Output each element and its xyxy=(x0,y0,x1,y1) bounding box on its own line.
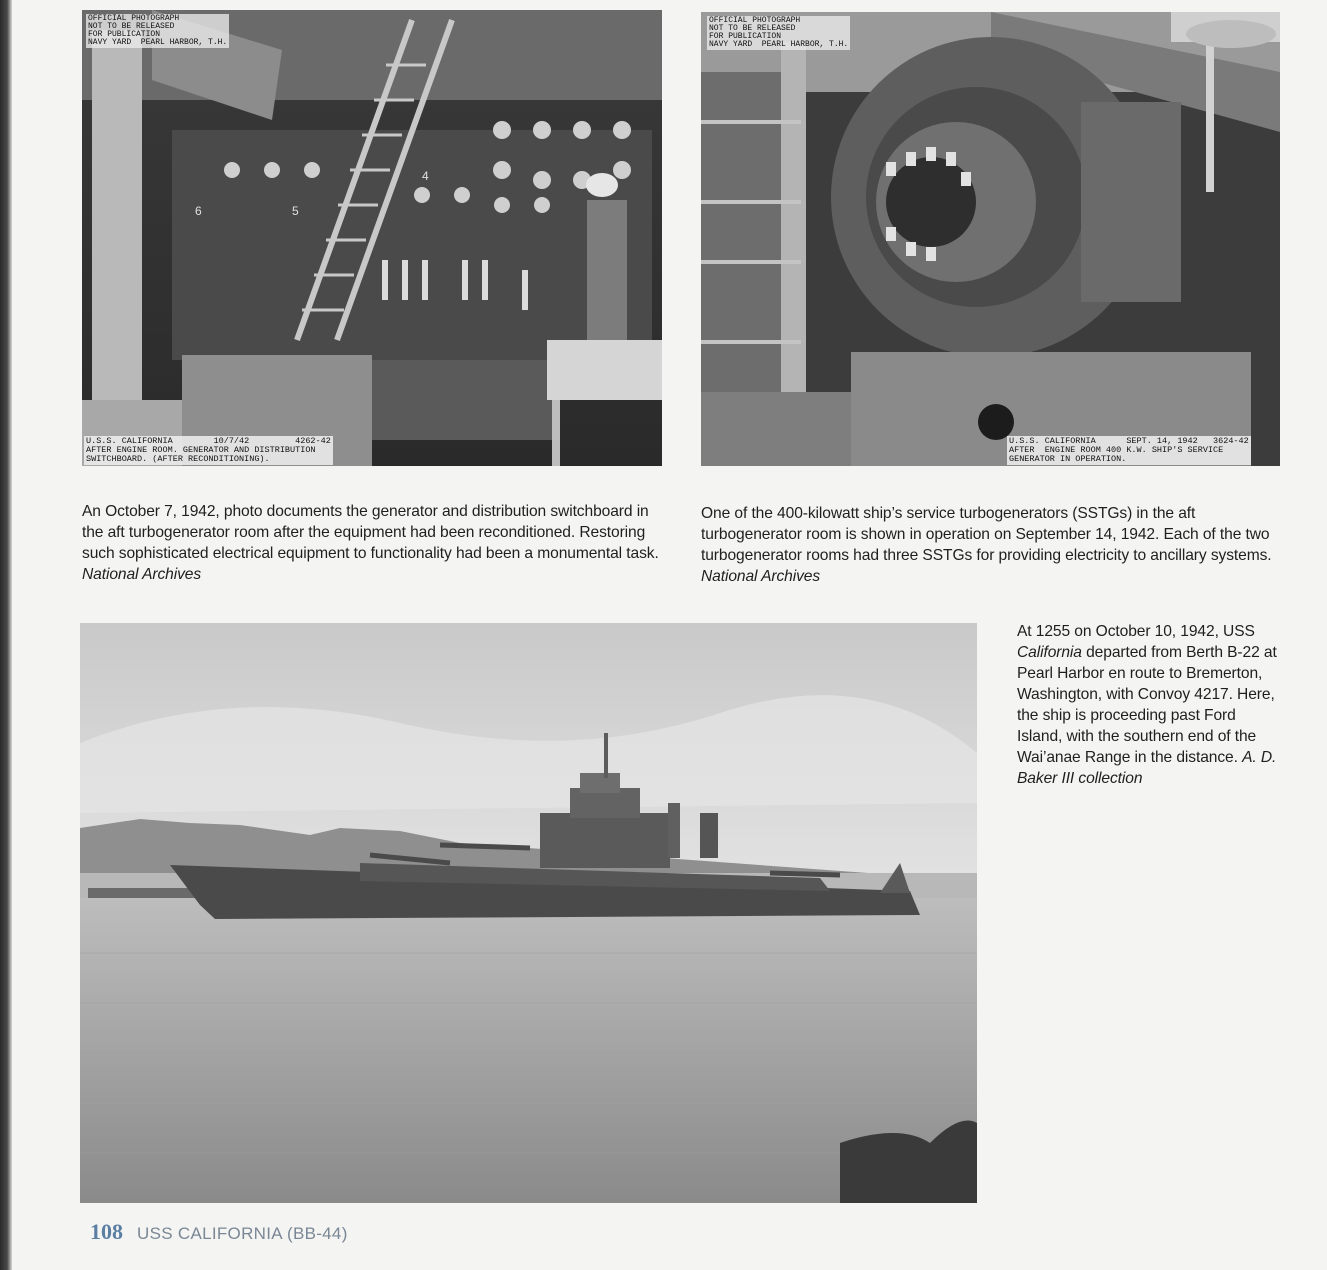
page-folio xyxy=(90,1219,348,1247)
page-binding-edge xyxy=(0,0,12,1270)
photo-credit: National Archives xyxy=(701,568,821,585)
photo-uss-california-departing xyxy=(80,623,977,1203)
running-title: USS CALIFORNIA (BB-44) xyxy=(137,1224,348,1243)
page-number: 108 xyxy=(90,1219,123,1244)
caption-text-end: departed from Berth B-22 at Pearl Harbor en route to Bremerton, Washington, with Convoy 4217. Here, the ship is proceeding past Ford Island, with the southern end of the Wai’anae Range in the distance. xyxy=(1017,644,1277,766)
panel-number-6: 6 xyxy=(195,204,202,218)
official-photo-stamp: OFFICIAL PHOTOGRAPH NOT TO BE RELEASED FOR PUBLICATION NAVY YARD PEARL HARBOR, T.H. xyxy=(709,16,849,49)
photo-credit: National Archives xyxy=(82,566,202,583)
switchboard-image xyxy=(82,10,662,466)
official-photo-stamp: OFFICIAL PHOTOGRAPH NOT TO BE RELEASED FOR PUBLICATION NAVY YARD PEARL HARBOR, T.H. xyxy=(88,14,228,47)
photo-id-stamp: U.S.S. CALIFORNIA 10/7/42 4262-42 AFTER ENGINE ROOM. GENERATOR AND DISTRIBUTION SWITCHBOARD. (AFTER RECONDITIONING). xyxy=(86,436,331,464)
caption-text-start: At 1255 on October 10, 1942, USS xyxy=(1017,623,1255,640)
photo-switchboard xyxy=(82,10,662,466)
caption-ship xyxy=(1017,621,1283,789)
caption-switchboard xyxy=(82,501,662,585)
panel-number-5: 5 xyxy=(292,204,299,218)
turbogenerator-image xyxy=(701,12,1280,466)
photo-turbogenerator xyxy=(701,12,1280,466)
panel-number-4: 4 xyxy=(422,169,429,183)
photo-id-stamp: U.S.S. CALIFORNIA SEPT. 14, 1942 3624-42 AFTER ENGINE ROOM 400 K.W. SHIP'S SERVICE GENERATOR IN OPERATION. xyxy=(1009,436,1249,464)
photo-credit: A. D. Baker III collection xyxy=(1017,749,1277,787)
caption-turbogenerator xyxy=(701,503,1281,587)
ship-name: California xyxy=(1017,644,1082,661)
caption-text: One of the 400-kilowatt ship’s service turbogenerators (SSTGs) in the aft turbogenerator room is shown in operation on September 14, 1942. Each of the two turbogenerator rooms had three SSTGs for providing electricity to ancillary systems. xyxy=(701,505,1272,564)
ship-image xyxy=(80,623,977,1203)
caption-text: An October 7, 1942, photo documents the generator and distribution switchboard in the aft turbogenerator room after the equipment had been reconditioned. Restoring such sophisticated electrical equipment to functionality had been a monumental task. xyxy=(82,503,659,562)
